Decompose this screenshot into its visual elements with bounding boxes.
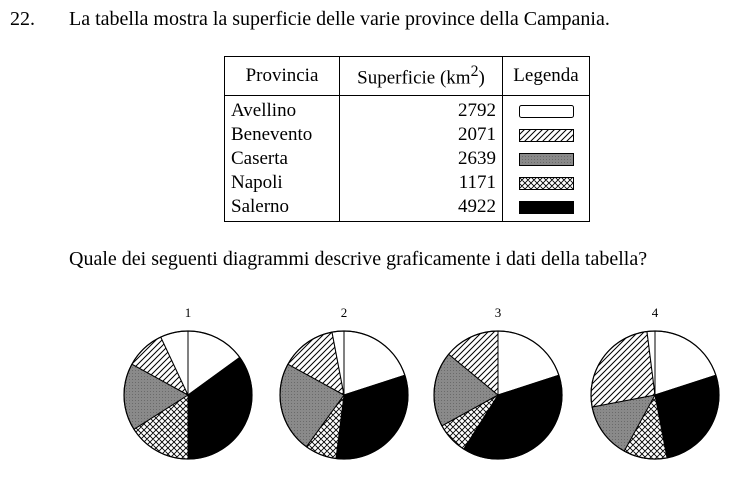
pie-label: 4 (651, 305, 659, 320)
question-prompt: Quale dei seguenti diagrammi descrive graficamente i dati della tabella? (69, 248, 648, 270)
province-table (224, 56, 590, 222)
header-provincia: Provincia (225, 57, 340, 96)
province-name: Caserta (225, 147, 340, 171)
legend-cell (503, 123, 590, 147)
legend-swatch-gray (519, 153, 574, 166)
province-area: 2071 (340, 123, 503, 147)
legend-cell (503, 171, 590, 195)
province-name: Salerno (225, 195, 340, 222)
table-row (225, 195, 590, 222)
pie-chart-3 (434, 305, 562, 459)
legend-cell (503, 147, 590, 171)
table-row (225, 123, 590, 147)
province-name: Benevento (225, 123, 340, 147)
legend-cell (503, 195, 590, 222)
pie-label: 1 (184, 305, 192, 320)
pie-label: 2 (340, 305, 348, 320)
legend-cell (503, 96, 590, 124)
header-legenda: Legenda (503, 57, 590, 96)
table-row (225, 96, 590, 124)
header-superficie-sup: 2 (470, 62, 479, 80)
pie-charts (0, 298, 739, 482)
question-number: 22. (10, 8, 35, 30)
legend-swatch-hatch (519, 129, 574, 142)
province-name: Avellino (225, 96, 340, 124)
legend-swatch-white (519, 105, 574, 118)
pie-slice-benevento (591, 332, 655, 407)
pie-chart-1 (124, 305, 252, 459)
legend-swatch-black (519, 201, 574, 214)
header-superficie-close: ) (478, 67, 485, 89)
legend-swatch-crosshatch (519, 177, 574, 190)
table-row (225, 147, 590, 171)
province-area: 1171 (340, 171, 503, 195)
pie-chart-4 (591, 305, 719, 459)
province-area: 4922 (340, 195, 503, 222)
table-row (225, 171, 590, 195)
province-name: Napoli (225, 171, 340, 195)
pie-chart-2 (280, 305, 408, 459)
header-superficie (340, 57, 503, 96)
province-area: 2639 (340, 147, 503, 171)
question-text: La tabella mostra la superficie delle varie province della Campania. (69, 8, 610, 30)
pie-label: 3 (494, 305, 502, 320)
header-superficie-text: Superficie (km (357, 67, 471, 89)
province-area: 2792 (340, 96, 503, 124)
